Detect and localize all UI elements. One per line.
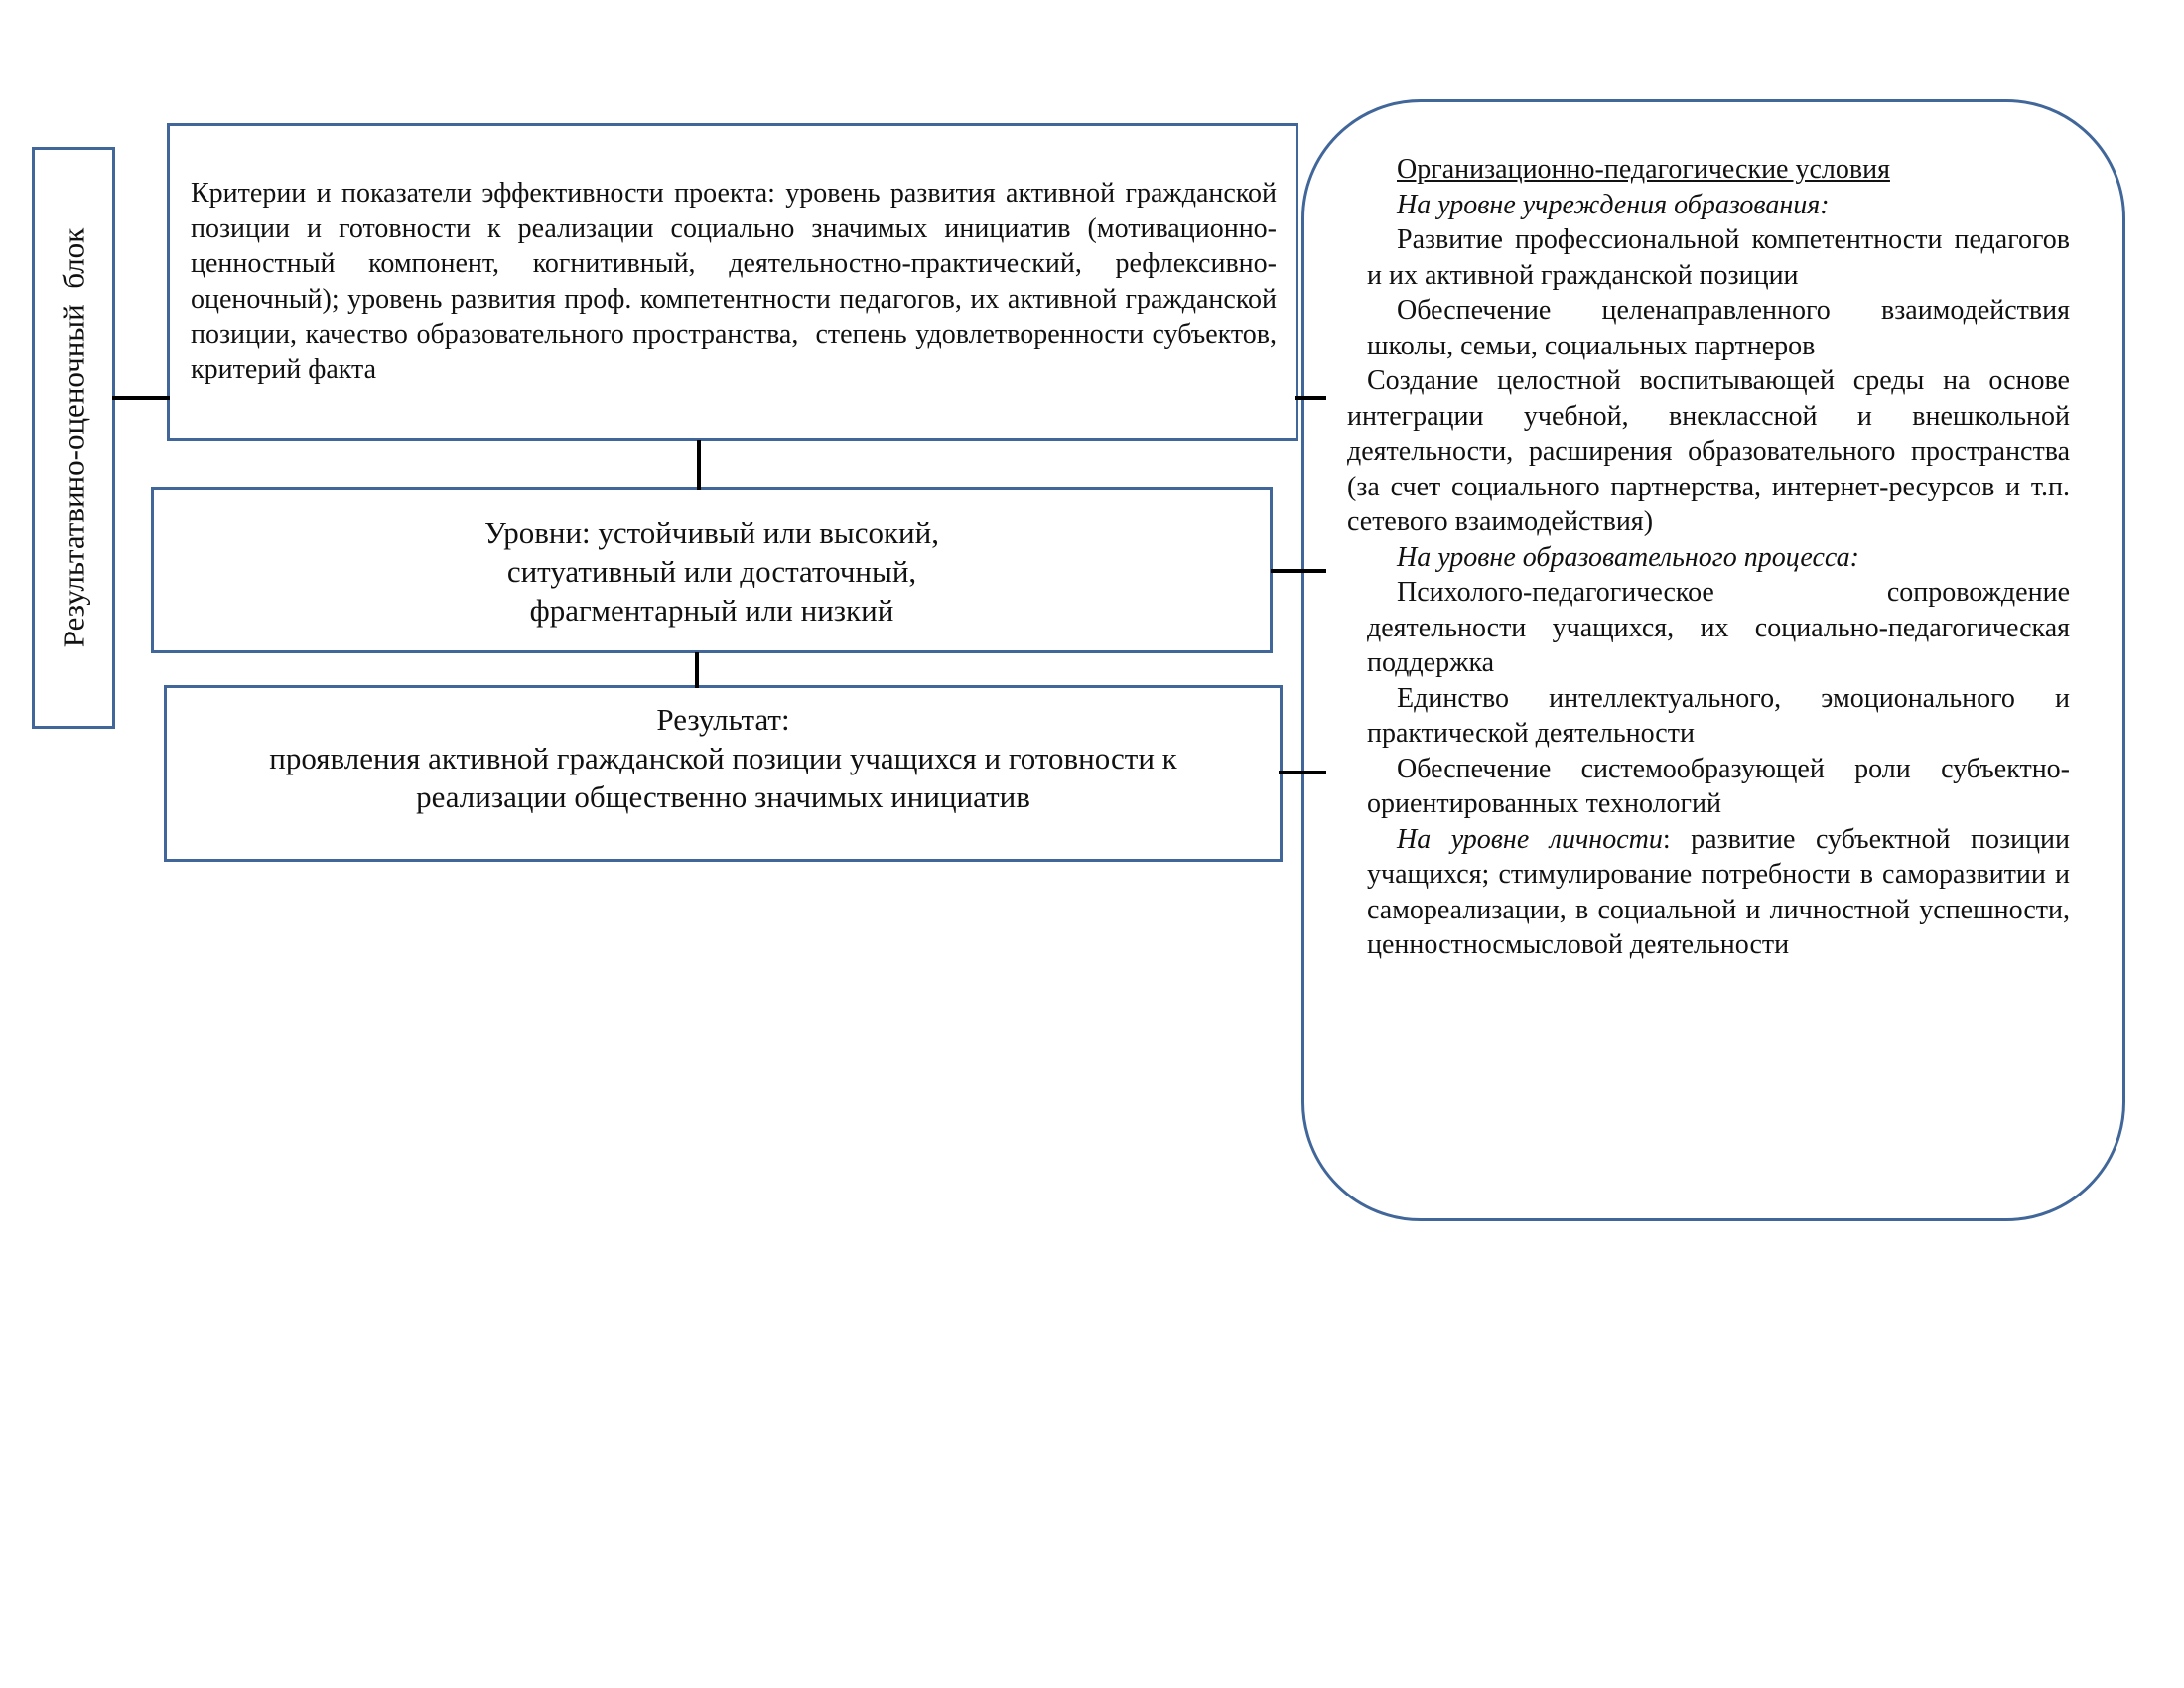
connector-line xyxy=(1295,396,1326,400)
condition-item: Развитие профессиональной компетентности педагогов и их активной гражданской позиции xyxy=(1367,224,2070,291)
connector-line xyxy=(112,396,170,400)
result-line: проявления активной гражданской позиции учащихся и готовности к xyxy=(269,741,1177,775)
conditions-title: Организационно-педагогические условия xyxy=(1397,154,1890,185)
institution-heading: На уровне учреждения образования xyxy=(1397,189,1821,220)
levels-line: ситуативный или достаточный, xyxy=(506,554,917,589)
institution-heading-colon: : xyxy=(1820,189,1830,220)
levels-line: Уровни: устойчивый или высокий, xyxy=(484,515,939,550)
block-label: Результатвино-оценочный блок xyxy=(56,227,91,648)
connector-line xyxy=(1271,569,1326,573)
connector-line xyxy=(697,440,701,490)
result-title: Результат: xyxy=(656,702,790,737)
condition-item: Создание целостной воспитывающей среды на основе интеграции учебной, внеклассной и внешкольной деятельности, расширения образовательного пространства (за счет социального партнерства, интернет-ресурсов и т.п. сетевого взаимодействия) xyxy=(1347,365,2070,537)
result-box xyxy=(164,685,1283,862)
personal-level-row xyxy=(1347,822,2070,963)
connector-line xyxy=(1279,771,1326,774)
connector-line xyxy=(695,652,699,688)
criteria-text: Критерии и показатели эффективности проекта: уровень развития активной гражданской позиции и готовности к реализации социально значимых инициатив (мотивационно-ценностный компонент, когнитивный, деятельностно-практический, рефлексивно-оценочный); уровень развития проф. компетентности педагогов, их активной гражданской позиции, качество образовательного пространства, степень удовлетворенности субъектов, критерий факта xyxy=(191,178,1284,385)
result-text xyxy=(167,700,1280,816)
process-heading: На уровне образовательного процесса: xyxy=(1397,541,1859,573)
personal-text: : развитие субъектной позиции учащихся; стимулирование потребности в саморазвитии и самореализации, в социальной и личностной успешности, ценностносмысловой деятельности xyxy=(1367,823,2071,960)
levels-box xyxy=(151,487,1273,653)
criteria-box xyxy=(167,123,1298,441)
condition-item: Обеспечение целенаправленного взаимодействия школы, семьи, социальных партнеров xyxy=(1367,295,2070,361)
personal-heading: На уровне личности xyxy=(1397,823,1663,855)
condition-item: Единство интеллектуального, эмоционального и практической деятельности xyxy=(1367,682,2070,749)
result-evaluation-block xyxy=(32,147,115,729)
levels-text xyxy=(154,513,1270,630)
condition-item: Психолого-педагогическое сопровождение деятельности учащихся, их социально-педагогическая поддержка xyxy=(1367,577,2070,678)
institution-heading-row xyxy=(1347,188,2070,223)
levels-line: фрагментарный или низкий xyxy=(529,593,894,628)
result-line: реализации общественно значимых инициатив xyxy=(416,779,1030,814)
conditions-box xyxy=(1301,99,2125,1221)
conditions-text xyxy=(1347,152,2070,963)
condition-item: Обеспечение системообразующей роли субъектно-ориентированных технологий xyxy=(1367,753,2070,819)
